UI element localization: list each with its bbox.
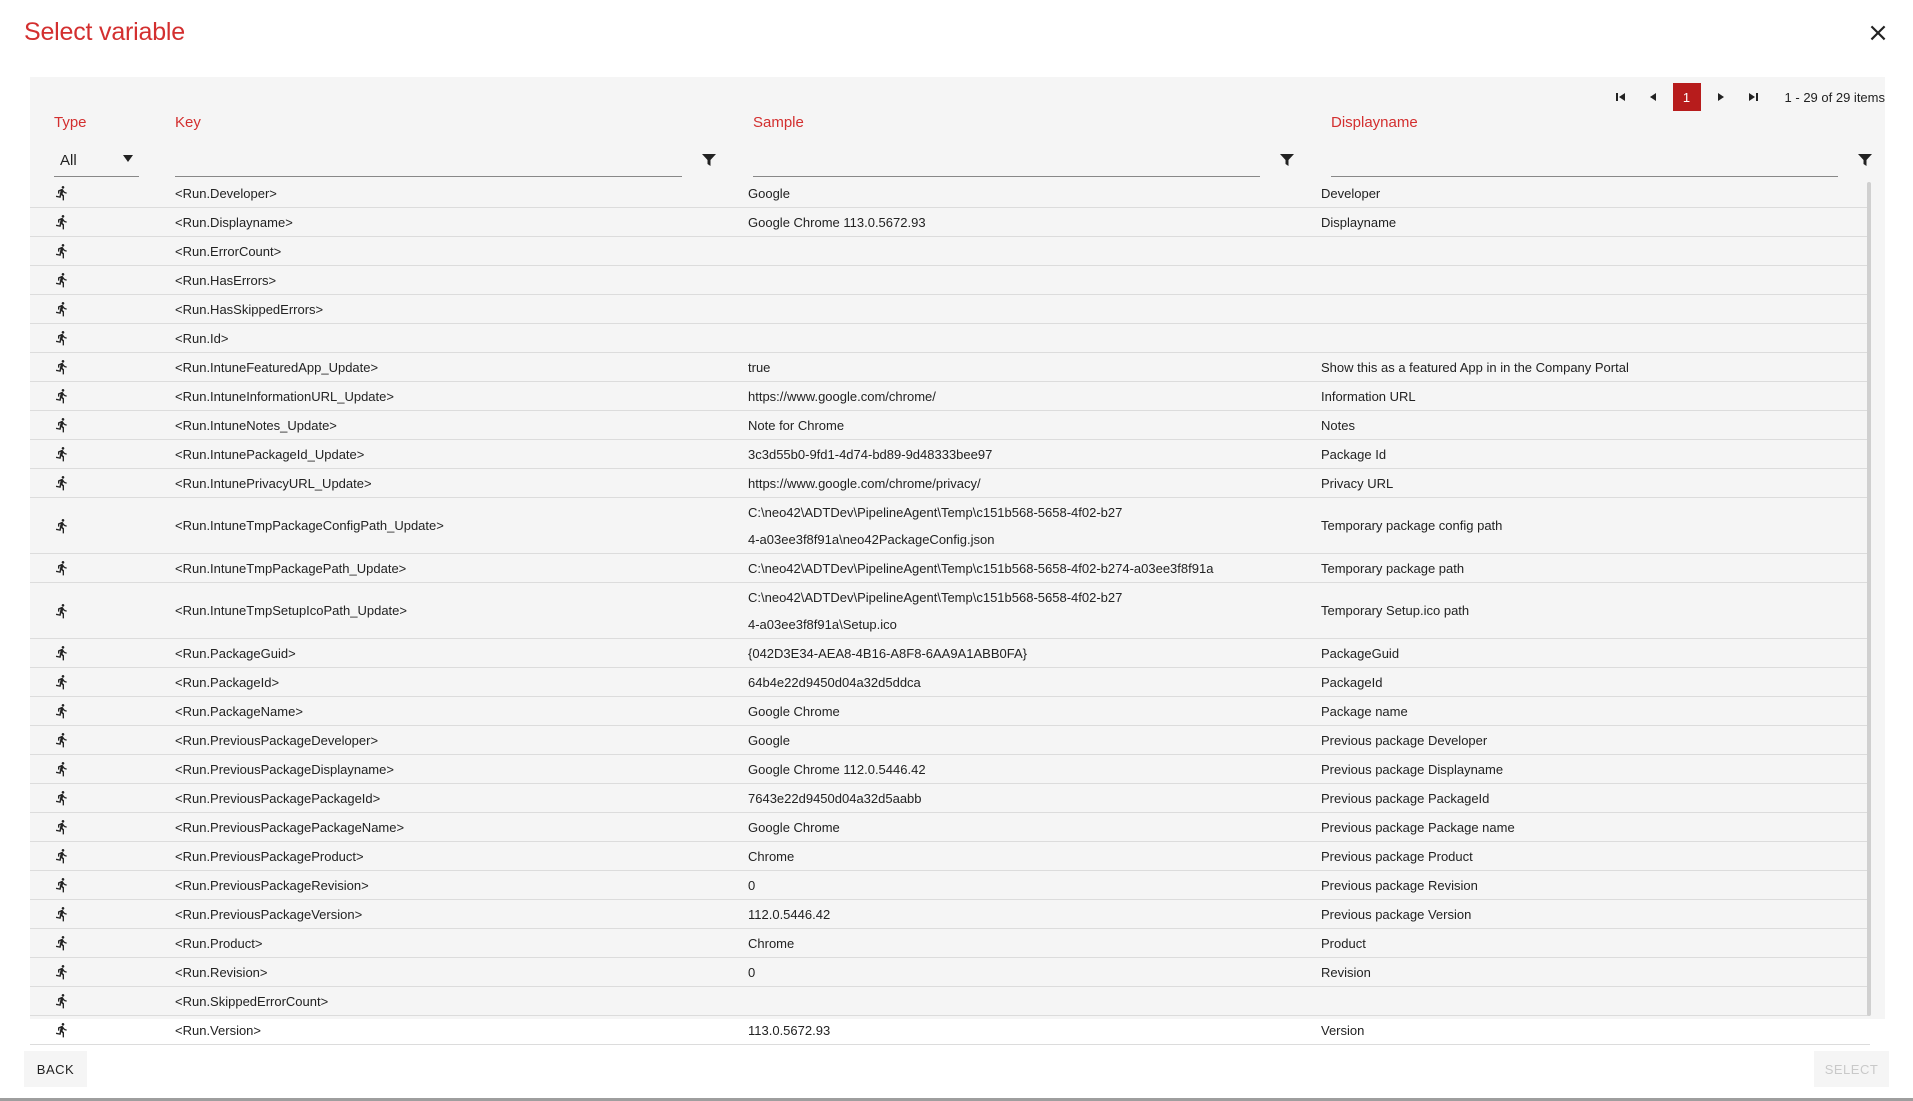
running-person-icon: [54, 697, 70, 725]
cell-key: <Run.IntuneNotes_Update>: [175, 417, 337, 433]
select-button: SELECT: [1814, 1051, 1889, 1087]
cell-displayname: Notes: [1321, 417, 1355, 433]
cell-key: <Run.PackageName>: [175, 703, 303, 719]
table-row[interactable]: [30, 842, 1870, 871]
cell-displayname: Package Id: [1321, 446, 1387, 462]
running-person-icon: [54, 755, 70, 783]
dialog-title: Select variable: [24, 18, 185, 46]
running-person-icon: [54, 813, 70, 841]
running-person-icon: [54, 498, 70, 553]
table-row[interactable]: [30, 871, 1870, 900]
cell-sample: 64b4e22d9450d04a32d5ddca: [748, 674, 921, 690]
table-row[interactable]: [30, 208, 1870, 237]
cell-sample: https://www.google.com/chrome/privacy/: [748, 475, 981, 491]
table-row[interactable]: [30, 697, 1870, 726]
running-person-icon: [54, 784, 70, 812]
cell-displayname: Version: [1321, 1022, 1365, 1038]
cell-sample: Google: [748, 732, 790, 748]
cell-sample: Google Chrome: [748, 703, 840, 719]
pager-info: 1 - 29 of 29 items: [1784, 89, 1885, 105]
table-row[interactable]: [30, 498, 1870, 554]
cell-key: <Run.IntunePrivacyURL_Update>: [175, 475, 372, 491]
variable-grid: [30, 77, 1885, 1038]
running-person-icon: [54, 237, 70, 265]
cell-displayname: Product: [1321, 935, 1366, 951]
running-person-icon: [54, 179, 70, 207]
cell-displayname: Previous package PackageId: [1321, 790, 1490, 806]
key-filter-icon[interactable]: [702, 153, 716, 167]
column-sample: [753, 111, 1323, 177]
cell-key: <Run.PreviousPackagePackageId>: [175, 790, 381, 806]
cell-key: <Run.HasSkippedErrors>: [175, 301, 324, 317]
back-button[interactable]: BACK: [24, 1051, 87, 1087]
sample-filter-icon[interactable]: [1280, 153, 1294, 167]
cell-displayname: Information URL: [1321, 388, 1416, 404]
column-sample-label: Sample: [753, 114, 804, 131]
cell-displayname: Developer: [1321, 185, 1381, 201]
running-person-icon: [54, 583, 70, 638]
cell-key: <Run.HasErrors>: [175, 272, 277, 288]
cell-sample: Chrome: [748, 935, 795, 951]
cell-key: <Run.PreviousPackageProduct>: [175, 848, 364, 864]
cell-displayname: Displayname: [1321, 214, 1397, 230]
cell-sample: C:\neo42\ADTDev\PipelineAgent\Temp\c151b568-5658-4f02-b274-a03ee3f8f91a: [748, 560, 1214, 576]
cell-sample: C:\neo42\ADTDev\PipelineAgent\Temp\c151b568-5658-4f02-b274-a03ee3f8f91a\Setup.ico: [748, 589, 1123, 632]
cell-sample: Chrome: [748, 848, 795, 864]
running-person-icon: [54, 440, 70, 468]
cell-key: <Run.IntuneFeaturedApp_Update>: [175, 359, 379, 375]
cell-sample: https://www.google.com/chrome/: [748, 388, 936, 404]
prev-page-icon: [1649, 92, 1657, 102]
table-row[interactable]: [30, 295, 1870, 324]
cell-sample: [748, 324, 1268, 352]
key-filter-input[interactable]: [175, 145, 682, 177]
table-row[interactable]: [30, 900, 1870, 929]
cell-sample: 7643e22d9450d04a32d5aabb: [748, 790, 922, 806]
cell-sample: {042D3E34-AEA8-4B16-A8F8-6AA9A1ABB0FA}: [748, 645, 1027, 661]
cell-sample: 3c3d55b0-9fd1-4d74-bd89-9d48333bee97: [748, 446, 993, 462]
column-type-label: Type: [54, 114, 87, 131]
table-row[interactable]: [30, 324, 1870, 353]
cell-key: <Run.PackageGuid>: [175, 645, 296, 661]
running-person-icon: [54, 639, 70, 667]
grid-rows: [30, 179, 1870, 1045]
chevron-down-icon: [123, 155, 133, 162]
last-page-button[interactable]: [1739, 83, 1767, 111]
table-row[interactable]: [30, 726, 1870, 755]
cell-displayname: Previous package Revision: [1321, 877, 1478, 893]
last-page-icon: [1748, 92, 1758, 102]
cell-key: <Run.IntunePackageId_Update>: [175, 446, 365, 462]
table-row[interactable]: [30, 469, 1870, 498]
type-filter-value: All: [60, 152, 77, 169]
cell-key: <Run.Product>: [175, 935, 263, 951]
cell-sample: Google Chrome 112.0.5446.42: [748, 761, 926, 777]
next-page-button[interactable]: [1707, 83, 1735, 111]
running-person-icon: [54, 554, 70, 582]
running-person-icon: [54, 900, 70, 928]
running-person-icon: [54, 324, 70, 352]
running-person-icon: [54, 382, 70, 410]
cell-key: <Run.PreviousPackageVersion>: [175, 906, 363, 922]
cell-key: <Run.Displayname>: [175, 214, 293, 230]
first-page-icon: [1616, 92, 1626, 102]
cell-sample: [748, 295, 1268, 323]
cell-displayname: Temporary package config path: [1321, 518, 1503, 533]
cell-displayname: Previous package Developer: [1321, 732, 1488, 748]
cell-displayname: Privacy URL: [1321, 475, 1394, 491]
cell-sample: Google: [748, 185, 790, 201]
cell-displayname: Previous package Version: [1321, 906, 1472, 922]
cell-displayname: PackageId: [1321, 674, 1383, 690]
type-filter-select[interactable]: [54, 145, 139, 177]
cell-key: <Run.PreviousPackageDeveloper>: [175, 732, 379, 748]
cell-key: <Run.ErrorCount>: [175, 243, 282, 259]
cell-displayname: Package name: [1321, 703, 1408, 719]
table-row[interactable]: [30, 1016, 1870, 1045]
table-row[interactable]: [30, 554, 1870, 583]
cell-key: <Run.PreviousPackageDisplayname>: [175, 761, 394, 777]
cell-sample: [748, 987, 1268, 1015]
table-row[interactable]: [30, 813, 1870, 842]
cell-sample: true: [748, 359, 771, 375]
cell-key: <Run.SkippedErrorCount>: [175, 993, 329, 1009]
cell-displayname: Previous package Product: [1321, 848, 1473, 864]
cell-sample: [748, 237, 1268, 265]
table-row[interactable]: [30, 639, 1870, 668]
page-number-button[interactable]: 1: [1673, 83, 1701, 111]
table-row[interactable]: [30, 266, 1870, 295]
column-displayname-label: Displayname: [1331, 114, 1418, 131]
table-row[interactable]: [30, 958, 1870, 987]
running-person-icon: [54, 266, 70, 294]
cell-sample: 113.0.5672.93: [748, 1022, 831, 1038]
running-person-icon: [54, 726, 70, 754]
cell-key: <Run.IntuneTmpPackagePath_Update>: [175, 560, 407, 576]
close-button[interactable]: ×: [1863, 18, 1893, 48]
cell-sample: [748, 266, 1268, 294]
table-row[interactable]: [30, 411, 1870, 440]
table-row[interactable]: [30, 179, 1870, 208]
displayname-filter-input[interactable]: [1331, 145, 1838, 177]
cell-displayname: Temporary package path: [1321, 560, 1465, 576]
running-person-icon: [54, 353, 70, 381]
running-person-icon: [54, 842, 70, 870]
cell-key: <Run.Developer>: [175, 185, 277, 201]
running-person-icon: [54, 469, 70, 497]
table-row[interactable]: [30, 987, 1870, 1016]
table-row[interactable]: [30, 784, 1870, 813]
cell-key: <Run.Version>: [175, 1022, 262, 1038]
running-person-icon: [54, 411, 70, 439]
cell-sample: C:\neo42\ADTDev\PipelineAgent\Temp\c151b568-5658-4f02-b274-a03ee3f8f91a\neo42PackageConfig.json: [748, 504, 1123, 547]
column-displayname: [1331, 111, 1891, 177]
running-person-icon: [54, 668, 70, 696]
column-key-label: Key: [175, 114, 201, 131]
cell-sample: Google Chrome 113.0.5672.93: [748, 214, 926, 230]
cell-key: <Run.IntuneInformationURL_Update>: [175, 388, 394, 404]
first-page-button[interactable]: [1607, 83, 1635, 111]
column-type: [54, 111, 154, 177]
table-row[interactable]: [30, 929, 1870, 958]
next-page-icon: [1717, 92, 1725, 102]
cell-displayname: Show this as a featured App in in the Company Portal: [1321, 359, 1629, 375]
cell-sample: 0: [748, 964, 756, 980]
table-row[interactable]: [30, 755, 1870, 784]
cell-key: <Run.Revision>: [175, 964, 268, 980]
cell-displayname: Temporary Setup.ico path: [1321, 603, 1470, 618]
table-row[interactable]: [30, 440, 1870, 469]
table-row[interactable]: [30, 382, 1870, 411]
cell-key: <Run.IntuneTmpSetupIcoPath_Update>: [175, 603, 407, 618]
running-person-icon: [54, 1016, 70, 1044]
cell-displayname: PackageGuid: [1321, 645, 1400, 661]
cell-key: <Run.PackageId>: [175, 674, 280, 690]
running-person-icon: [54, 208, 70, 236]
cell-displayname: Revision: [1321, 964, 1371, 980]
cell-displayname: Previous package Displayname: [1321, 761, 1504, 777]
prev-page-button[interactable]: [1639, 83, 1667, 111]
running-person-icon: [54, 871, 70, 899]
vertical-scrollbar[interactable]: [1867, 182, 1871, 1016]
cell-key: <Run.PreviousPackageRevision>: [175, 877, 369, 893]
table-row[interactable]: [30, 668, 1870, 697]
cell-key: <Run.IntuneTmpPackageConfigPath_Update>: [175, 518, 444, 533]
running-person-icon: [54, 295, 70, 323]
table-row[interactable]: [30, 583, 1870, 639]
displayname-filter-icon[interactable]: [1858, 153, 1872, 167]
cell-sample: 112.0.5446.42: [748, 906, 831, 922]
running-person-icon: [54, 929, 70, 957]
cell-displayname: Previous package Package name: [1321, 819, 1515, 835]
cell-sample: Google Chrome: [748, 819, 840, 835]
running-person-icon: [54, 987, 70, 1015]
table-row[interactable]: [30, 237, 1870, 266]
sample-filter-input[interactable]: [753, 145, 1260, 177]
running-person-icon: [54, 958, 70, 986]
cell-key: <Run.PreviousPackagePackageName>: [175, 819, 405, 835]
table-row[interactable]: [30, 353, 1870, 382]
cell-sample: 0: [748, 877, 756, 893]
cell-key: <Run.Id>: [175, 330, 229, 346]
cell-sample: Note for Chrome: [748, 417, 845, 433]
column-key: [175, 111, 745, 177]
